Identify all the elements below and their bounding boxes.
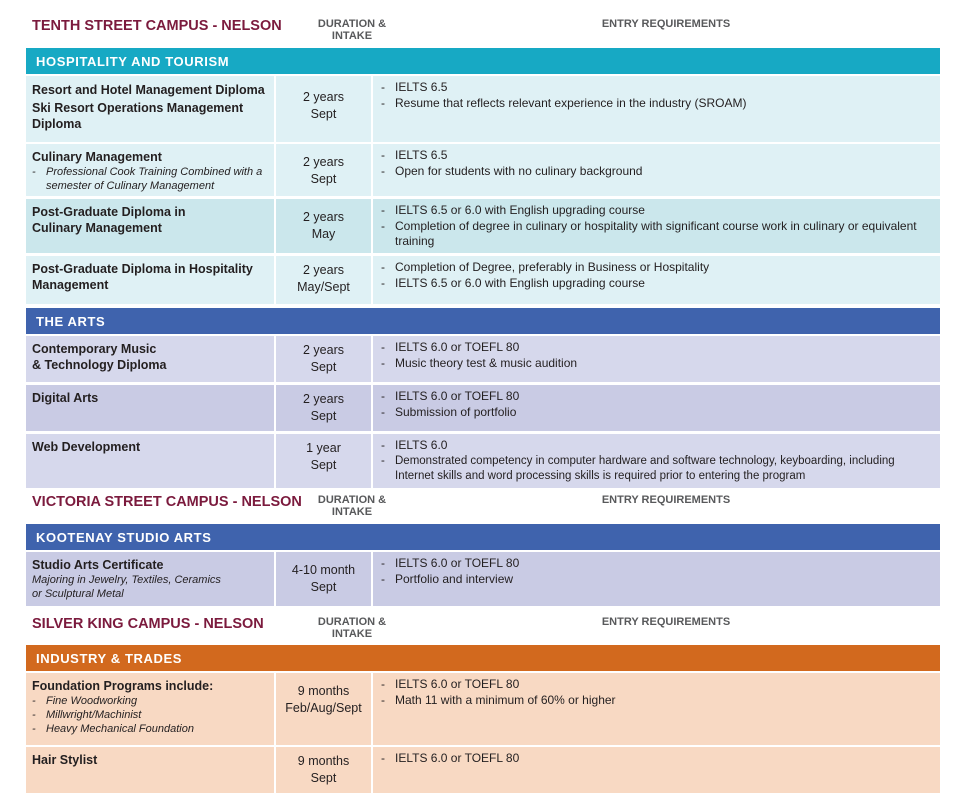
program-cell [26,434,274,488]
requirement: - IELTS 6.5 [381,80,932,96]
requirements-cell [373,144,940,196]
section-title: INDUSTRY & TRADES [36,651,182,666]
requirement: - IELTS 6.5 or 6.0 with English upgrading course [381,203,932,219]
program-cell [26,199,274,253]
duration-cell [276,199,371,253]
requirement: - IELTS 6.5 or 6.0 with English upgrading course [381,276,932,292]
duration-cell [276,144,371,196]
requirements-cell [373,336,940,382]
requirements-cell [373,552,940,606]
duration: 2 years [303,155,344,169]
program-sub-item: - Millwright/Machinist [32,708,268,722]
program-name: Foundation Programs include: [32,679,214,693]
requirements-cell [373,747,940,793]
table-row [26,434,940,488]
requirements-cell [373,673,940,745]
intake: Sept [310,409,337,423]
duration: 9 months [297,684,350,698]
duration-cell [276,385,371,431]
duration-intake-header: DURATION & INTAKE [317,18,387,42]
table-row [26,747,940,793]
requirements-cell [373,199,940,253]
duration: 9 months [297,754,350,768]
requirement: - IELTS 6.0 or TOEFL 80 [381,556,932,572]
duration: 2 years [303,210,344,224]
program-name: Web Development [32,440,141,454]
requirement: - Resume that reflects relevant experience in the industry (SROAM) [381,96,932,112]
entry-requirements-header: ENTRY REQUIREMENTS [601,494,731,506]
program-cell [26,256,274,304]
duration: 1 year [306,441,341,455]
requirement: - Completion of Degree, preferably in Business or Hospitality [381,260,932,276]
requirement: - Submission of portfolio [381,405,932,421]
duration: 2 years [303,392,344,406]
requirements-cell [373,256,940,304]
program-name: Culinary Management [32,150,162,164]
duration-cell [276,256,371,304]
intake: Sept [310,458,337,472]
program-name: Digital Arts [32,391,99,405]
program-name: Ski Resort Operations Management Diploma [32,101,244,131]
program-cell [26,76,274,142]
intake: Sept [310,107,337,121]
campus-name: TENTH STREET CAMPUS - NELSON [32,18,282,34]
duration: 2 years [303,90,344,104]
requirements-cell [373,76,940,142]
section-band [26,308,940,334]
program-note: Majoring in Jewelry, Textiles, Ceramics or Sculptural Metal [32,574,221,600]
requirement: - Music theory test & music audition [381,356,932,372]
requirement: - Demonstrated competency in computer hardware and software technology, keyboarding, including Internet skills and word processing skills is required prior to entering the program [381,454,932,484]
duration-cell [276,434,371,488]
program-name: Post-Graduate Diploma in Hospitality Management [32,262,253,292]
section-title: KOOTENAY STUDIO ARTS [36,530,212,545]
table-row [26,76,940,142]
requirement: - Open for students with no culinary background [381,164,932,180]
table-row [26,336,940,382]
table-row [26,144,940,196]
entry-requirements-header: ENTRY REQUIREMENTS [601,18,731,30]
duration-cell [276,747,371,793]
program-cell [26,385,274,431]
section-title: THE ARTS [36,314,106,329]
program-name: Post-Graduate Diploma in [32,205,186,219]
intake: May [311,227,336,241]
duration: 4-10 month [291,563,356,577]
program-name: Culinary Management [32,221,162,235]
entry-requirements-header: ENTRY REQUIREMENTS [601,616,731,628]
duration-intake-header: DURATION & INTAKE [317,616,387,640]
section-band [26,524,940,550]
intake: Sept [310,360,337,374]
program-cell [26,144,274,196]
requirements-cell [373,385,940,431]
section-band [26,645,940,671]
table-row [26,385,940,431]
program-cell [26,552,274,606]
requirement: - Completion of degree in culinary or hospitality with significant course work in culinary or equivalent training [381,219,932,250]
program-name: Resort and Hotel Management Diploma [32,83,265,97]
duration-cell [276,76,371,142]
program-name: Studio Arts Certificate [32,558,164,572]
program-cell [26,673,274,745]
requirement: - IELTS 6.5 [381,148,932,164]
program-cell [26,336,274,382]
duration-cell [276,673,371,745]
requirement: - IELTS 6.0 or TOEFL 80 [381,751,932,767]
program-name: Contemporary Music [32,342,157,356]
program-sub-item: - Professional Cook Training Combined with a semester of Culinary Management [32,165,268,193]
intake: Sept [310,771,337,785]
table-row [26,673,940,745]
requirement: - Math 11 with a minimum of 60% or higher [381,693,932,709]
requirement: - IELTS 6.0 [381,438,932,454]
duration-cell [276,336,371,382]
campus-name: SILVER KING CAMPUS - NELSON [32,616,264,632]
program-sub-item: - Fine Woodworking [32,694,268,708]
program-sub-item: - Heavy Mechanical Foundation [32,722,268,736]
duration: 2 years [303,343,344,357]
table-row [26,552,940,606]
requirement: - IELTS 6.0 or TOEFL 80 [381,677,932,693]
duration-cell [276,552,371,606]
table-row [26,199,940,253]
section-title: HOSPITALITY AND TOURISM [36,54,230,69]
program-name: Hair Stylist [32,753,98,767]
intake: Feb/Aug/Sept [285,701,362,715]
table-row [26,256,940,304]
intake: Sept [310,580,337,594]
requirement: - IELTS 6.0 or TOEFL 80 [381,389,932,405]
campus-name: VICTORIA STREET CAMPUS - NELSON [32,494,302,510]
intake: May/Sept [297,280,350,294]
duration-intake-header: DURATION & INTAKE [317,494,387,518]
program-name: & Technology Diploma [32,358,167,372]
duration: 2 years [303,263,344,277]
requirement: - Portfolio and interview [381,572,932,588]
section-band [26,48,940,74]
intake: Sept [310,172,337,186]
requirement: - IELTS 6.0 or TOEFL 80 [381,340,932,356]
requirements-cell [373,434,940,488]
program-cell [26,747,274,793]
